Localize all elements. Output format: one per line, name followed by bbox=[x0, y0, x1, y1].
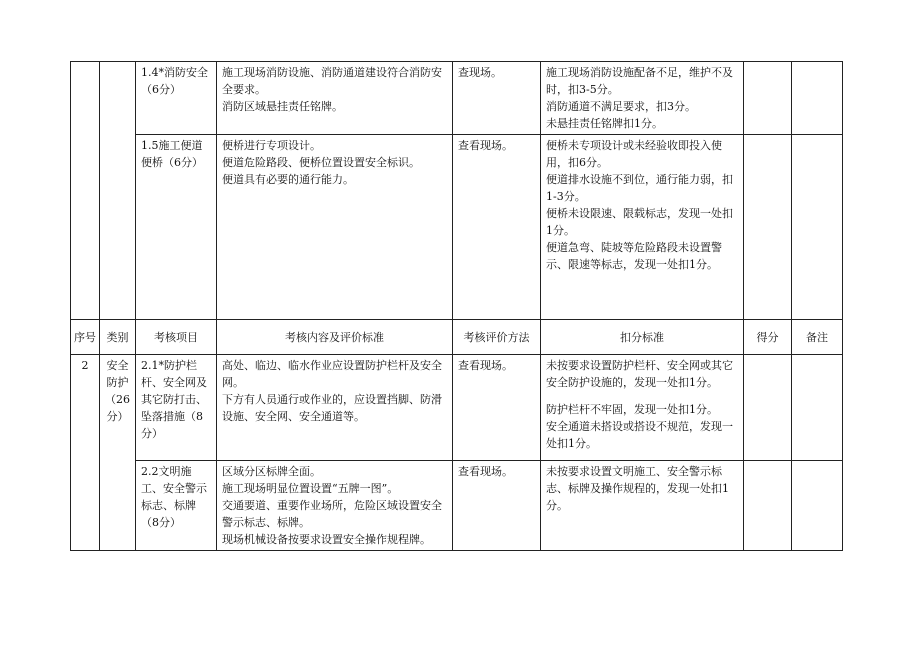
header-content: 考核内容及评价标准 bbox=[217, 320, 453, 355]
category-cell bbox=[100, 62, 136, 320]
deduct-line: 未悬挂责任铭牌扣1分。 bbox=[546, 117, 663, 130]
deduct-line: 防护栏杆不牢固，发现一处扣1分。 bbox=[546, 403, 718, 416]
remark-cell bbox=[792, 355, 843, 461]
deduct-line: 便桥未专项设计或未经验收即投入使用，扣6分。 bbox=[546, 139, 722, 169]
deduct-cell bbox=[541, 135, 744, 320]
item-text: 1.4*消防安全（6分） bbox=[141, 66, 208, 96]
header-remark: 备注 bbox=[792, 320, 843, 355]
category-text: 安全防护（26分） bbox=[105, 359, 130, 423]
method-text: 查现场。 bbox=[458, 66, 502, 79]
method-text: 查看现场。 bbox=[458, 465, 513, 478]
table-row bbox=[71, 355, 843, 461]
deduct-gap bbox=[546, 391, 738, 401]
item-cell bbox=[136, 461, 217, 551]
deduct-line: 便桥未设限速、限载标志，发现一处扣1分。 bbox=[546, 207, 733, 237]
deduct-line: 施工现场消防设施配备不足，维护不及时，扣3-5分。 bbox=[546, 66, 733, 96]
seq-cell bbox=[71, 62, 100, 320]
score-cell bbox=[744, 135, 792, 320]
content-line: 消防区域悬挂责任铭牌。 bbox=[222, 100, 343, 113]
deduct-cell bbox=[541, 461, 744, 551]
content-line: 便桥进行专项设计。 bbox=[222, 139, 321, 152]
header-seq: 序号 bbox=[71, 320, 100, 355]
score-cell bbox=[744, 62, 792, 135]
method-text: 查看现场。 bbox=[458, 139, 513, 152]
method-cell bbox=[453, 135, 541, 320]
deduct-line: 未按要求设置文明施工、安全警示标志、标牌及操作规程的，发现一处扣1分。 bbox=[546, 465, 729, 512]
deduct-line: 便道急弯、陡坡等危险路段未设置警示、限速等标志，发现一处扣1分。 bbox=[546, 241, 722, 271]
item-cell bbox=[136, 135, 217, 320]
deduct-line: 消防通道不满足要求，扣3分。 bbox=[546, 100, 696, 113]
method-cell bbox=[453, 62, 541, 135]
item-text: 2.1*防护栏杆、安全网及其它防打击、坠落措施（8分） bbox=[141, 359, 207, 440]
content-cell bbox=[217, 355, 453, 461]
content-cell bbox=[217, 461, 453, 551]
content-line: 交通要道、重要作业场所，危险区域设置安全警示标志、标牌。 bbox=[222, 499, 442, 529]
header-row bbox=[71, 320, 843, 355]
content-line: 便道危险路段、便桥位置设置安全标识。 bbox=[222, 156, 420, 169]
table-row bbox=[71, 135, 843, 320]
method-cell bbox=[453, 355, 541, 461]
item-text: 1.5施工便道便桥（6分） bbox=[141, 139, 203, 169]
remark-cell bbox=[792, 461, 843, 551]
content-line: 高处、临边、临水作业应设置防护栏杆及安全网。 bbox=[222, 359, 442, 389]
item-cell bbox=[136, 355, 217, 461]
item-text: 2.2文明施工、安全警示标志、标牌（8分） bbox=[141, 465, 207, 529]
table-row bbox=[71, 62, 843, 135]
content-line: 下方有人员通行或作业的，应设置挡脚、防滑设施、安全网、安全通道等。 bbox=[222, 393, 442, 423]
content-line: 区域分区标牌全面。 bbox=[222, 465, 321, 478]
deduct-cell bbox=[541, 355, 744, 461]
deduct-line: 安全通道未搭设或搭设不规范，发现一处扣1分。 bbox=[546, 420, 733, 450]
header-method: 考核评价方法 bbox=[453, 320, 541, 355]
header-score: 得分 bbox=[744, 320, 792, 355]
content-cell bbox=[217, 135, 453, 320]
category-cell bbox=[100, 355, 136, 551]
table-row bbox=[71, 461, 843, 551]
seq-cell: 2 bbox=[71, 355, 100, 551]
deduct-line: 未按要求设置防护栏杆、安全网或其它安全防护设施的，发现一处扣1分。 bbox=[546, 359, 733, 389]
deduct-cell bbox=[541, 62, 744, 135]
header-category: 类别 bbox=[100, 320, 136, 355]
header-item: 考核项目 bbox=[136, 320, 217, 355]
content-cell bbox=[217, 62, 453, 135]
assessment-table bbox=[70, 61, 843, 551]
score-cell bbox=[744, 355, 792, 461]
remark-cell bbox=[792, 135, 843, 320]
content-line: 便道具有必要的通行能力。 bbox=[222, 173, 354, 186]
item-cell bbox=[136, 62, 217, 135]
deduct-line: 便道排水设施不到位，通行能力弱，扣1-3分。 bbox=[546, 173, 733, 203]
method-cell bbox=[453, 461, 541, 551]
remark-cell bbox=[792, 62, 843, 135]
header-deduct: 扣分标准 bbox=[541, 320, 744, 355]
content-line: 施工现场消防设施、消防通道建设符合消防安全要求。 bbox=[222, 66, 442, 96]
content-line: 现场机械设备按要求设置安全操作规程牌。 bbox=[222, 533, 431, 546]
method-text: 查看现场。 bbox=[458, 359, 513, 372]
content-line: 施工现场明显位置设置“五牌一图”。 bbox=[222, 482, 399, 495]
score-cell bbox=[744, 461, 792, 551]
